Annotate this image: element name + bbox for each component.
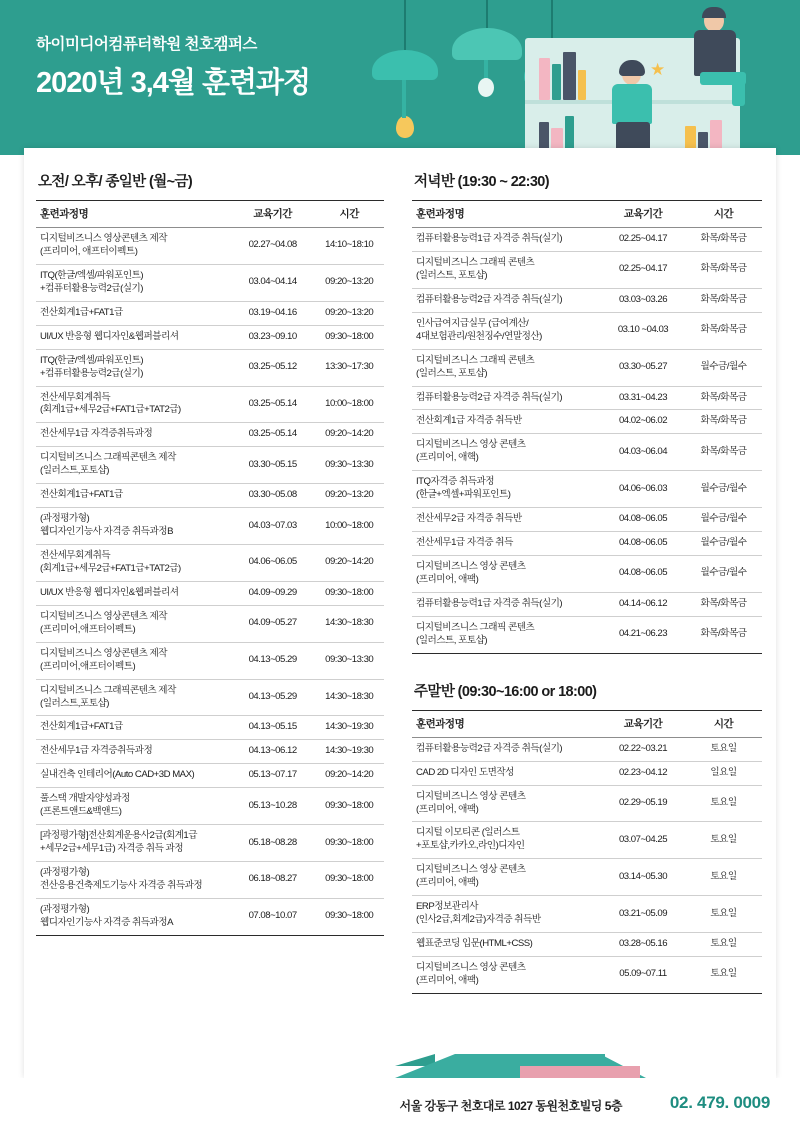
cell-period: 04.08~06.05 bbox=[601, 508, 685, 532]
table-row bbox=[36, 264, 384, 301]
cell-course-name bbox=[412, 434, 601, 471]
cell-time: 09:30~18:00 bbox=[314, 788, 384, 825]
person-sitting-graphic bbox=[678, 10, 758, 106]
cell-period: 04.14~06.12 bbox=[601, 592, 685, 616]
table-row bbox=[36, 898, 384, 935]
cell-time: 09:30~18:00 bbox=[314, 898, 384, 935]
course-name-line1: 디지털비즈니스 그래픽 콘텐츠 bbox=[416, 621, 535, 633]
cell-course-name bbox=[412, 933, 601, 957]
cell-period: 05.18~08.28 bbox=[231, 825, 315, 862]
course-name-line2: +세무2급+세무1급) 자격증 취득 과정 bbox=[40, 843, 184, 855]
table-weekend bbox=[412, 710, 762, 994]
cell-course-name bbox=[412, 616, 601, 653]
page-footer bbox=[0, 1078, 800, 1132]
cell-time: 09:20~13:20 bbox=[314, 301, 384, 325]
course-name-line2: (프론트앤드&백앤드) bbox=[40, 806, 122, 818]
table-row bbox=[36, 581, 384, 605]
table-row bbox=[412, 312, 762, 349]
course-name-line2: +포토샵,카카오,라인)디자인 bbox=[416, 840, 525, 852]
cell-time: 월수금/월수 bbox=[685, 556, 762, 593]
course-name-line1: 전산세무2급 자격증 취득반 bbox=[416, 513, 522, 525]
cell-course-name bbox=[36, 484, 231, 508]
course-name-line1: 디지털비즈니스 영상콘텐츠 제작 bbox=[40, 233, 168, 244]
table-row bbox=[412, 785, 762, 822]
course-name-line1: (과정평가형) bbox=[40, 903, 90, 915]
course-name-line1: 디지털비즈니스 그래픽콘텐츠 제작 bbox=[40, 684, 176, 696]
table-row bbox=[36, 605, 384, 642]
cell-period: 02.25~04.17 bbox=[601, 251, 685, 288]
course-name-line1: 디지털비즈니스 영상 콘텐츠 bbox=[416, 439, 526, 451]
course-name-line1: 디지털비즈니스 영상콘텐츠 제작 bbox=[40, 610, 168, 622]
course-name-line2: +컴퓨터활용능력2급(실기) bbox=[40, 282, 144, 294]
header-title-block bbox=[36, 32, 310, 101]
cell-period: 03.03~03.26 bbox=[601, 288, 685, 312]
person-hair bbox=[702, 7, 726, 18]
cell-period: 04.21~06.23 bbox=[601, 616, 685, 653]
course-name-line1: 전산세무회계취득 bbox=[40, 550, 111, 561]
cell-course-name bbox=[412, 228, 601, 252]
ribbon-left bbox=[395, 1054, 455, 1078]
person-body bbox=[612, 84, 652, 124]
col-header-name: 훈련과정명 bbox=[412, 710, 601, 737]
course-name-line1: 디지털비즈니스 영상 콘텐츠 bbox=[416, 962, 526, 973]
course-name-line1: 전산회계1급+FAT1급 bbox=[40, 721, 123, 733]
cell-period: 03.14~05.30 bbox=[601, 859, 685, 896]
cell-course-name bbox=[36, 423, 231, 447]
course-name-line1: 전산세무1급 자격증 취득 bbox=[416, 537, 513, 549]
cell-period: 04.08~06.05 bbox=[601, 532, 685, 556]
cell-period: 03.25~05.12 bbox=[231, 349, 315, 386]
star-icon: ★ bbox=[650, 60, 666, 79]
cell-course-name bbox=[36, 679, 231, 716]
lamp-shade-left bbox=[372, 50, 438, 80]
course-name-line1: ERP정보관리사 bbox=[416, 901, 479, 913]
cell-period: 03.21~05.09 bbox=[601, 896, 685, 933]
cell-time: 10:00~18:00 bbox=[314, 386, 384, 423]
cell-period: 03.30~05.15 bbox=[231, 447, 315, 484]
table-row bbox=[412, 737, 762, 761]
cell-time: 토요일 bbox=[685, 957, 762, 994]
table-row bbox=[36, 740, 384, 764]
course-name-line2: (프리미어, 애핵) bbox=[416, 452, 479, 464]
course-name-line2: (프리미어, 애팩) bbox=[416, 573, 479, 585]
cell-time: 월수금/월수 bbox=[685, 532, 762, 556]
cell-time: 월수금/월수 bbox=[685, 471, 762, 508]
cell-time: 09:20~13:20 bbox=[314, 264, 384, 301]
table-row bbox=[412, 508, 762, 532]
course-name-line1: 디지털비즈니스 그래픽 콘텐츠 bbox=[416, 354, 535, 366]
cell-time: 화목/화목금 bbox=[685, 386, 762, 410]
col-header-period: 교육기간 bbox=[601, 710, 685, 737]
cell-course-name bbox=[412, 859, 601, 896]
section-title-daytime: 오전/ 오후/ 종일반 (월~금) bbox=[38, 174, 193, 190]
course-name-line1: 디지털비즈니스 영상 콘텐츠 bbox=[416, 790, 526, 802]
table-row bbox=[36, 386, 384, 423]
col-header-period: 교육기간 bbox=[231, 201, 315, 228]
table-row bbox=[412, 592, 762, 616]
cell-period: 04.06~06.05 bbox=[231, 545, 315, 582]
cell-time: 월수금/월수 bbox=[685, 508, 762, 532]
cell-time: 09:30~18:00 bbox=[314, 862, 384, 899]
cell-time: 화목/화목금 bbox=[685, 312, 762, 349]
cell-time: 일요일 bbox=[685, 761, 762, 785]
course-name-line2: (인사2급,회계2급)자격증 취득반 bbox=[416, 914, 541, 926]
course-name-line1: 디지털 이모티콘 (일러스트 bbox=[416, 827, 520, 839]
cell-period: 03.19~04.16 bbox=[231, 301, 315, 325]
cell-time: 13:30~17:30 bbox=[314, 349, 384, 386]
table-row bbox=[412, 532, 762, 556]
book bbox=[539, 58, 550, 100]
course-name-line1: ITQ(한글/엑셀/파워포인트) bbox=[40, 269, 144, 281]
cell-period: 02.25~04.17 bbox=[601, 228, 685, 252]
footer-phone[interactable]: 02. 479. 0009 bbox=[669, 1093, 770, 1112]
cell-period: 05.13~10.28 bbox=[231, 788, 315, 825]
cell-time: 화목/화목금 bbox=[685, 228, 762, 252]
course-name-line1: 실내건축 인테리어(Auto CAD+3D MAX) bbox=[40, 769, 195, 781]
table-daytime bbox=[36, 200, 384, 936]
course-name-line2: (한글+엑셀+파워포인트) bbox=[416, 489, 511, 501]
cell-course-name bbox=[36, 716, 231, 740]
table-row bbox=[412, 556, 762, 593]
course-name-line1: 컴퓨터활용능력1급 자격증 취득(실기) bbox=[416, 233, 563, 244]
course-name-line2: (프리미어, 애팩) bbox=[416, 803, 479, 815]
cell-period: 02.27~04.08 bbox=[231, 228, 315, 265]
cell-period: 04.06~06.03 bbox=[601, 471, 685, 508]
course-name-line2: (프리미어,애프터이펙트) bbox=[40, 660, 136, 672]
course-name-line2: +컴퓨터활용능력2급(실기) bbox=[40, 367, 144, 379]
table-row bbox=[36, 301, 384, 325]
right-column bbox=[412, 170, 762, 994]
table-row bbox=[36, 484, 384, 508]
table-row bbox=[412, 859, 762, 896]
cell-period: 03.23~09.10 bbox=[231, 325, 315, 349]
lamp-wire-2 bbox=[486, 0, 488, 30]
cell-period: 02.23~04.12 bbox=[601, 761, 685, 785]
cell-course-name bbox=[36, 581, 231, 605]
course-name-line2: (회계1급+세무2급+FAT1급+TAT2급) bbox=[40, 404, 181, 416]
section-title-weekend: 주말반 (09:30~16:00 or 18:00) bbox=[414, 683, 597, 700]
table-row bbox=[36, 642, 384, 679]
table-row bbox=[412, 616, 762, 653]
table-row bbox=[36, 825, 384, 862]
course-name-line1: 전산회계1급+FAT1급 bbox=[40, 489, 123, 501]
table-row bbox=[36, 349, 384, 386]
cell-period: 03.28~05.16 bbox=[601, 933, 685, 957]
cell-period: 04.03~07.03 bbox=[231, 508, 315, 545]
course-name-line2: (일러스트,포토샵) bbox=[40, 465, 109, 477]
cell-period: 04.13~05.29 bbox=[231, 642, 315, 679]
cell-course-name bbox=[36, 642, 231, 679]
cell-course-name bbox=[36, 386, 231, 423]
course-name-line1: 컴퓨터활용능력2급 자격증 취득(실기) bbox=[416, 293, 563, 305]
course-name-line2: (일러스트, 포토샵) bbox=[416, 634, 488, 646]
cell-course-name bbox=[412, 556, 601, 593]
cell-course-name bbox=[412, 386, 601, 410]
cell-period: 04.09~05.27 bbox=[231, 605, 315, 642]
course-name-line1: 컴퓨터활용능력2급 자격증 취득(실기) bbox=[416, 742, 563, 754]
cell-period: 03.25~05.14 bbox=[231, 386, 315, 423]
col-header-time: 시간 bbox=[685, 710, 762, 737]
cell-course-name bbox=[412, 471, 601, 508]
cell-course-name bbox=[412, 785, 601, 822]
course-name-line2: 웹디자인기능사 자격증 취득과정B bbox=[40, 526, 173, 538]
course-name-line1: (과정평가형) bbox=[40, 867, 90, 878]
cell-time: 09:30~13:30 bbox=[314, 642, 384, 679]
table-row bbox=[412, 349, 762, 386]
person-standing-graphic bbox=[600, 62, 670, 155]
table-evening bbox=[412, 200, 762, 654]
cell-time: 14:30~18:30 bbox=[314, 679, 384, 716]
course-name-line1: 전산회계1급 자격증 취득반 bbox=[416, 415, 522, 427]
bulb-left bbox=[396, 116, 414, 138]
cell-course-name bbox=[36, 264, 231, 301]
cell-course-name bbox=[412, 288, 601, 312]
person-leg bbox=[732, 80, 745, 106]
cell-period: 02.22~03.21 bbox=[601, 737, 685, 761]
cell-period: 05.09~07.11 bbox=[601, 957, 685, 994]
book bbox=[578, 70, 586, 100]
table-row bbox=[36, 716, 384, 740]
cell-period: 07.08~10.07 bbox=[231, 898, 315, 935]
table-row bbox=[412, 410, 762, 434]
cell-course-name bbox=[36, 349, 231, 386]
cell-time: 화목/화목금 bbox=[685, 288, 762, 312]
bulb-mid bbox=[478, 78, 494, 97]
table-row bbox=[412, 288, 762, 312]
course-name-line2: (회계1급+세무2급+FAT1급+TAT2급) bbox=[40, 562, 181, 574]
cell-course-name bbox=[36, 862, 231, 899]
cell-course-name bbox=[36, 825, 231, 862]
left-column bbox=[36, 170, 384, 936]
cell-time: 화목/화목금 bbox=[685, 434, 762, 471]
course-name-line1: (과정평가형) bbox=[40, 513, 90, 525]
ribbon-pink bbox=[520, 1066, 640, 1078]
cell-time: 토요일 bbox=[685, 896, 762, 933]
course-name-line1: 디지털비즈니스 그래픽 콘텐츠 bbox=[416, 256, 535, 268]
cell-period: 04.13~05.29 bbox=[231, 679, 315, 716]
cell-period: 03.31~04.23 bbox=[601, 386, 685, 410]
cell-course-name bbox=[36, 228, 231, 265]
course-name-line2: (프리미어, 애팩) bbox=[416, 974, 479, 986]
cell-course-name bbox=[36, 764, 231, 788]
table-header-row bbox=[36, 201, 384, 228]
course-name-line1: UI/UX 반응형 웹디자인&웹퍼블리셔 bbox=[40, 330, 179, 342]
cell-period: 04.09~09.29 bbox=[231, 581, 315, 605]
cell-time: 09:30~18:00 bbox=[314, 581, 384, 605]
cell-time: 토요일 bbox=[685, 933, 762, 957]
cell-course-name bbox=[36, 788, 231, 825]
cell-course-name bbox=[36, 545, 231, 582]
table-row bbox=[36, 764, 384, 788]
table-row bbox=[36, 447, 384, 484]
course-name-line1: UI/UX 반응형 웹디자인&웹퍼블리셔 bbox=[40, 586, 179, 598]
cell-time: 토요일 bbox=[685, 859, 762, 896]
cell-period: 04.02~06.02 bbox=[601, 410, 685, 434]
col-header-name: 훈련과정명 bbox=[36, 201, 231, 228]
course-name-line1: 컴퓨터활용능력2급 자격증 취득(실기) bbox=[416, 391, 563, 403]
page-header bbox=[0, 0, 800, 155]
table-row bbox=[412, 434, 762, 471]
cell-period: 04.08~06.05 bbox=[601, 556, 685, 593]
cell-time: 14:10~18:10 bbox=[314, 228, 384, 265]
col-header-name: 훈련과정명 bbox=[412, 201, 601, 228]
cell-time: 09:30~18:00 bbox=[314, 325, 384, 349]
table-row bbox=[412, 933, 762, 957]
course-name-line1: 디지털비즈니스 그래픽콘텐츠 제작 bbox=[40, 452, 176, 464]
cell-period: 03.04~04.14 bbox=[231, 264, 315, 301]
course-name-line2: 전산응용건축제도기능사 자격증 취득과정 bbox=[40, 879, 203, 891]
course-name-line2: 웹디자인기능사 자격증 취득과정A bbox=[40, 916, 173, 928]
course-name-line1: 컴퓨터활용능력1급 자격증 취득(실기) bbox=[416, 597, 563, 609]
cell-course-name bbox=[412, 508, 601, 532]
cell-time: 09:20~14:20 bbox=[314, 423, 384, 447]
footer-address: 서울 강동구 천호대로 1027 동원천호빌딩 5층 bbox=[399, 1099, 622, 1113]
cell-time: 월수금/월수 bbox=[685, 349, 762, 386]
cell-period: 02.29~05.19 bbox=[601, 785, 685, 822]
content-sheet bbox=[24, 148, 776, 1078]
cell-period: 03.25~05.14 bbox=[231, 423, 315, 447]
table-header-row bbox=[412, 710, 762, 737]
cell-course-name bbox=[412, 592, 601, 616]
cell-course-name bbox=[412, 349, 601, 386]
course-name-line1: 디지털비즈니스 영상콘텐츠 제작 bbox=[40, 647, 168, 659]
cell-time: 화목/화목금 bbox=[685, 616, 762, 653]
course-name-line1: 전산세무회계취득 bbox=[40, 391, 111, 403]
cell-time: 화목/화목금 bbox=[685, 410, 762, 434]
cell-course-name bbox=[36, 898, 231, 935]
cell-course-name bbox=[36, 740, 231, 764]
course-name-line1: 웹표준코딩 입문(HTML+CSS) bbox=[416, 938, 533, 950]
lamp-wire bbox=[404, 0, 406, 52]
cell-time: 화목/화목금 bbox=[685, 251, 762, 288]
table-row bbox=[36, 862, 384, 899]
course-name-line1: ITQ자격증 취득과정 bbox=[416, 476, 495, 488]
col-header-period: 교육기간 bbox=[601, 201, 685, 228]
cell-course-name bbox=[36, 508, 231, 545]
section-title-evening: 저녁반 (19:30 ~ 22:30) bbox=[414, 174, 550, 190]
cell-time: 토요일 bbox=[685, 822, 762, 859]
cell-course-name bbox=[412, 957, 601, 994]
bulb-stem-mid bbox=[484, 60, 488, 80]
table-row bbox=[412, 761, 762, 785]
cell-time: 토요일 bbox=[685, 737, 762, 761]
person-hair bbox=[619, 60, 645, 76]
course-name-line1: 전산세무1급 자격증취득과정 bbox=[40, 745, 153, 757]
course-name-line2: (프리미어, 애팩) bbox=[416, 877, 479, 889]
cell-course-name bbox=[412, 896, 601, 933]
cell-period: 05.13~07.17 bbox=[231, 764, 315, 788]
course-name-line2: (일러스트, 포토샵) bbox=[416, 367, 488, 379]
cell-period: 04.13~06.12 bbox=[231, 740, 315, 764]
section-spacer bbox=[412, 654, 762, 680]
cell-time: 09:30~13:30 bbox=[314, 447, 384, 484]
cell-course-name bbox=[412, 822, 601, 859]
cell-period: 04.03~06.04 bbox=[601, 434, 685, 471]
cell-time: 09:20~14:20 bbox=[314, 764, 384, 788]
cell-period: 03.30~05.08 bbox=[231, 484, 315, 508]
table-row bbox=[412, 228, 762, 252]
cell-course-name bbox=[36, 605, 231, 642]
cell-period: 04.13~05.15 bbox=[231, 716, 315, 740]
course-name-line1: 인사급여지급실무 (급여계산/ bbox=[416, 317, 529, 329]
table-row bbox=[36, 508, 384, 545]
person-body bbox=[694, 30, 736, 76]
cell-period: 06.18~08.27 bbox=[231, 862, 315, 899]
table-row bbox=[412, 957, 762, 994]
table-row bbox=[36, 788, 384, 825]
cell-course-name bbox=[412, 761, 601, 785]
col-header-time: 시간 bbox=[314, 201, 384, 228]
cell-period: 03.07~04.25 bbox=[601, 822, 685, 859]
table-row bbox=[412, 386, 762, 410]
table-row bbox=[36, 228, 384, 265]
cell-time: 14:30~18:30 bbox=[314, 605, 384, 642]
cell-course-name bbox=[412, 251, 601, 288]
course-name-line2: (프리미어, 애프터이펙트) bbox=[40, 245, 138, 257]
lamp-shade-mid bbox=[452, 28, 522, 60]
cell-time: 10:00~18:00 bbox=[314, 508, 384, 545]
header-subtitle: 하이미디어컴퓨터학원 천호캠퍼스 bbox=[36, 36, 257, 53]
table-header-row bbox=[412, 201, 762, 228]
cell-course-name bbox=[412, 312, 601, 349]
cell-time: 화목/화목금 bbox=[685, 592, 762, 616]
cell-time: 09:20~13:20 bbox=[314, 484, 384, 508]
book bbox=[563, 52, 576, 100]
cell-time: 토요일 bbox=[685, 785, 762, 822]
cell-course-name bbox=[412, 737, 601, 761]
bulb-stem-left bbox=[402, 80, 406, 118]
course-name-line1: 전산세무1급 자격증취득과정 bbox=[40, 428, 153, 440]
cell-course-name bbox=[36, 325, 231, 349]
cell-time: 09:20~14:20 bbox=[314, 545, 384, 582]
table-row bbox=[36, 679, 384, 716]
course-name-line1: 풀스택 개발자양성과정 bbox=[40, 793, 130, 805]
course-name-line2: (일러스트, 포토샵) bbox=[416, 269, 488, 281]
cell-period: 03.30~05.27 bbox=[601, 349, 685, 386]
cell-course-name bbox=[36, 301, 231, 325]
cell-course-name bbox=[412, 532, 601, 556]
table-row bbox=[36, 545, 384, 582]
cell-course-name bbox=[36, 447, 231, 484]
table-row bbox=[36, 423, 384, 447]
course-name-line2: (프리미어,애프터이펙트) bbox=[40, 623, 136, 635]
cell-time: 09:30~18:00 bbox=[314, 825, 384, 862]
cell-course-name bbox=[412, 410, 601, 434]
table-row bbox=[412, 822, 762, 859]
cell-time: 14:30~19:30 bbox=[314, 716, 384, 740]
course-name-line1: 디지털비즈니스 영상 콘텐츠 bbox=[416, 864, 526, 876]
col-header-time: 시간 bbox=[685, 201, 762, 228]
table-row bbox=[36, 325, 384, 349]
cell-time: 14:30~19:30 bbox=[314, 740, 384, 764]
cell-period: 03.10 ~04.03 bbox=[601, 312, 685, 349]
course-name-line2: 4대보험관리/원천징수/연말정산) bbox=[416, 330, 542, 342]
course-name-line2: (일러스트,포토샵) bbox=[40, 697, 109, 709]
course-name-line1: [과정평가형]전산회계운용사2급(회계1급 bbox=[40, 830, 197, 842]
course-name-line1: ITQ(한글/엑셀/파워포인트) bbox=[40, 354, 144, 366]
table-row bbox=[412, 251, 762, 288]
course-name-line1: CAD 2D 디자인 도면작성 bbox=[416, 766, 514, 778]
table-row bbox=[412, 471, 762, 508]
page-title: 2020년 3,4월 훈련과정 bbox=[36, 67, 311, 99]
book bbox=[552, 64, 561, 100]
table-row bbox=[412, 896, 762, 933]
course-name-line1: 디지털비즈니스 영상 콘텐츠 bbox=[416, 561, 526, 572]
course-name-line1: 전산회계1급+FAT1급 bbox=[40, 306, 123, 318]
